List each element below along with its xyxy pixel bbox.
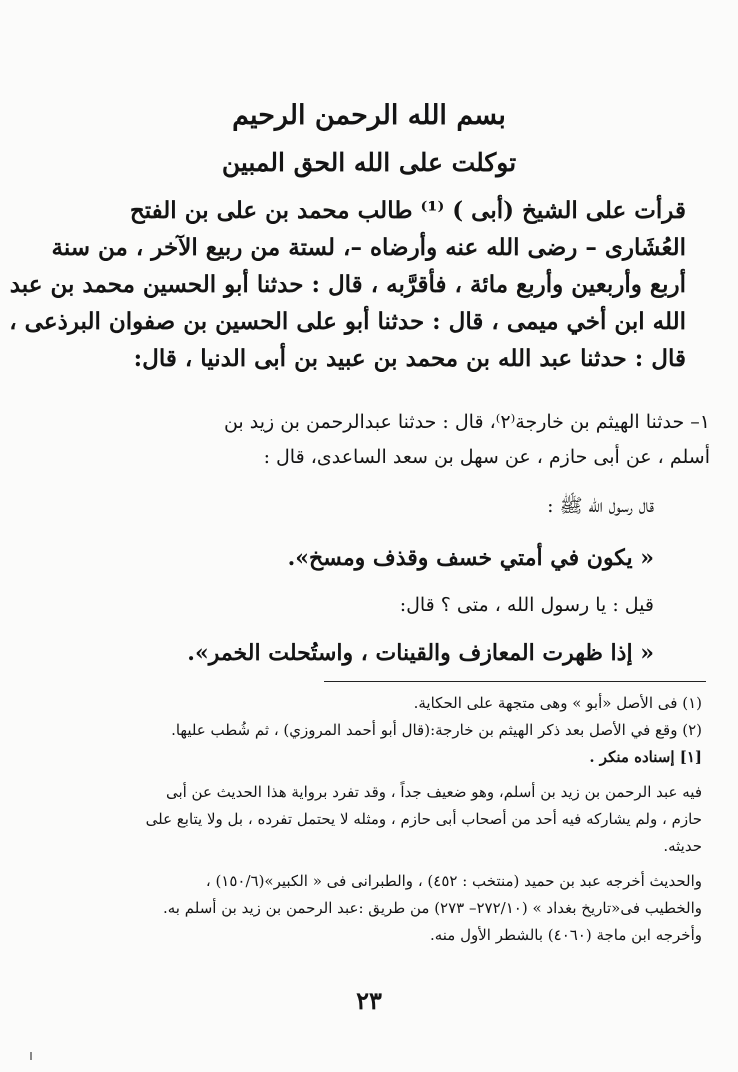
hadith-chain-line: ١– حدثنا الهيثم بن خارجة⁽٢⁾، قال : حدثنا عبدالرحمن بن زيد بن [223,411,710,433]
commentary-line: حازم ، ولم يشاركه فيه أحد من أصحاب أبى حازم ، ومثله لا يحتمل تفرده ، بل ولا يتابع على [145,810,702,828]
hadith-grade: [١] إسناده منكر . [589,748,702,766]
takhrij-line: وأخرجه ابن ماجة (٤٠٦٠) بالشطر الأول منه. [429,926,702,944]
commentary-line: فيه عبد الرحمن بن زيد بن أسلم، وهو ضعيف جداً ، وقد تفرد برواية هذا الحديث عن أبى [165,783,702,801]
footnote-1: (١) فى الأصل «أبو » وهى متجهة على الحكاية. [413,694,702,712]
takhrij-line: والحديث أخرجه عبد بن حميد (منتخب : ٤٥٢) ، والطبرانى فى « الكبير»(١٥٠/٦) ، [205,872,702,890]
isnad-line: العُشَارى – رضى الله عنه وأرضاه –، لستة من ربيع الآخر ، من سنة [51,234,686,261]
prophet-said-line: قال رسول الله ﷺ : [547,495,654,517]
hadith-text-second: « إذا ظهرت المعازف والقينات ، واستُحلت الخمر». [187,640,654,666]
question-line: قيل : يا رسول الله ، متى ؟ قال: [399,594,654,616]
isnad-line: أربع وأربعين وأربع مائة ، فأقرَّبه ، قال : حدثنا أبو الحسين محمد بن عبد [9,271,686,298]
footnote-2: (٢) وقع في الأصل بعد ذكر الهيثم بن خارجة:(قال أبو أحمد المروزي) ، ثم شُطب عليها. [171,721,702,739]
hadith-text-first: « يكون في أمتي خسف وقذف ومسخ». [287,545,654,571]
isnad-line: الله ابن أخي ميمى ، قال : حدثنا أبو على الحسين بن صفوان البرذعى ، [9,308,686,335]
scan-mark [30,1052,32,1060]
footnote-divider [324,681,706,682]
isnad-line: قال : حدثنا عبد الله بن محمد بن عبيد بن أبى الدنيا ، قال: [133,345,686,372]
hadith-chain-line: أسلم ، عن أبى حازم ، عن سهل بن سعد الساعدى، قال : [263,446,710,468]
page-number: ٢٣ [356,986,382,1015]
isnad-line: قرأت على الشيخ (أبى ) ⁽¹⁾ طالب محمد بن على بن الفتح [129,197,686,224]
commentary-line: حديثه. [663,837,702,855]
basmala-heading: بسم الله الرحمن الرحيم [232,100,506,131]
tawakkul-heading: توكلت على الله الحق المبين [221,148,517,177]
takhrij-line: والخطيب فى«تاريخ بغداد » (٢٧٢/١٠– ٢٧٣) من طريق :عبد الرحمن بن زيد بن أسلم به. [163,899,702,917]
isnad-paragraph [9,192,686,377]
hadith-chain [94,405,710,475]
footnotes [94,690,702,949]
